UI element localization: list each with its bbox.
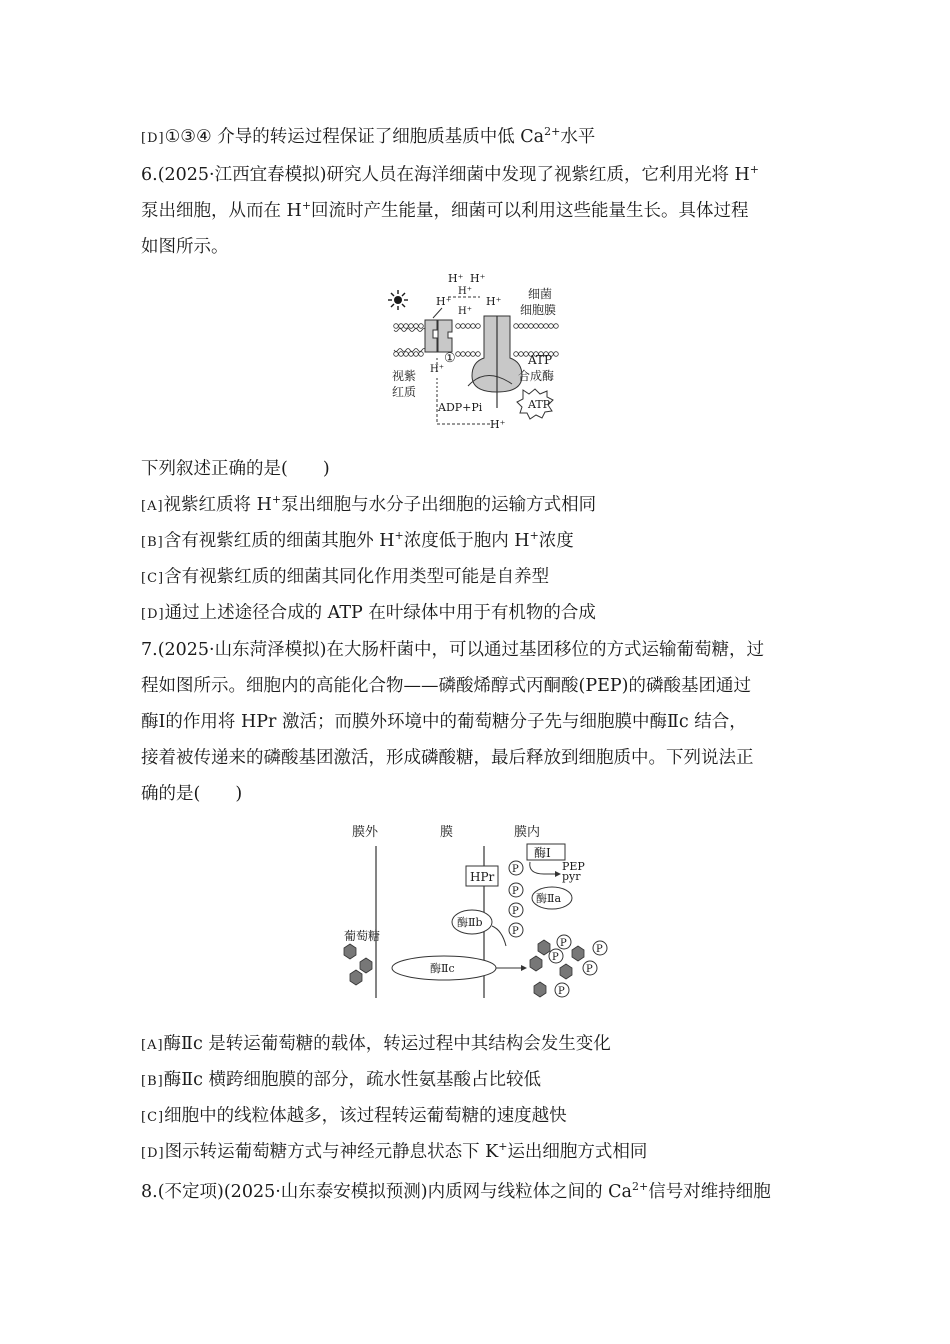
glucose-hexagons-outside xyxy=(344,944,372,985)
atp-synthase-label-2: 合成酶 xyxy=(518,369,555,383)
q7-stem-line-5 xyxy=(141,782,242,806)
sun-icon xyxy=(388,290,408,310)
option-text-mid: 浓度低于胞内 H xyxy=(403,531,530,551)
group-translocation-figure xyxy=(330,818,630,1004)
q6-stem-text: 泵出细胞，从而在 H xyxy=(141,201,302,221)
option-letter: [D] xyxy=(141,607,165,622)
h-left: H⁺ xyxy=(436,295,452,308)
q6-stem-text: 如图所示。 xyxy=(141,237,229,257)
option-letter: [C] xyxy=(141,571,165,586)
option-text: 视紫红质将 H xyxy=(163,495,272,515)
phosphate-label: P xyxy=(552,952,559,963)
h-top-1: H⁺ xyxy=(448,272,464,285)
q6-stem-text-end: 回流时产生能量，细菌可以利用这些能量生长。具体过程 xyxy=(311,201,749,221)
option-text: 含有视紫红质的细菌其同化作用类型可能是自养型 xyxy=(164,567,550,587)
q8-stem-line-1 xyxy=(141,1180,771,1204)
q7-stem-text: 接着被传递来的磷酸基团激活，形成磷酸糖，最后释放到细胞质中。下列说法正 xyxy=(141,748,754,768)
q5-option-d xyxy=(141,125,595,151)
rhodopsin-label-2: 红质 xyxy=(392,385,417,399)
q7-stem-text: 确的是( ) xyxy=(141,784,243,804)
option-text: 酶Ⅱc 横跨细胞膜的部分，疏水性氨基酸占比较低 xyxy=(163,1070,541,1090)
q6-question xyxy=(141,457,330,481)
option-text: 图示转运葡萄糖方式与神经元静息状态下 K xyxy=(164,1142,499,1162)
q8-stem-text: 8.(不定项)(2025·山东泰安模拟预测)内质网与线粒体之间的 Ca xyxy=(141,1182,632,1202)
superscript: + xyxy=(301,199,312,213)
glucose-label: 葡萄糖 xyxy=(344,929,381,943)
circle-number: ① xyxy=(444,351,456,366)
q6-stem-line-1 xyxy=(141,163,759,187)
phosphate-label: P xyxy=(512,886,519,897)
option-letter: [D] xyxy=(141,131,165,146)
option-letter: [A] xyxy=(141,499,164,514)
atp-synthase-label-1: ATP xyxy=(528,353,553,367)
option-text: 酶Ⅱc 是转运葡萄糖的载体，转运过程中其结构会发生变化 xyxy=(163,1034,611,1054)
superscript: + xyxy=(498,1140,508,1154)
superscript: 2+ xyxy=(632,1180,649,1194)
superscript: + xyxy=(394,529,404,543)
h-bottom: H⁺ xyxy=(490,418,506,431)
enzyme2b-label: 酶Ⅱb xyxy=(457,916,483,929)
q7-stem-text: 7.(2025·山东菏泽模拟)在大肠杆菌中，可以通过基团移位的方式运输葡萄糖，过 xyxy=(141,640,764,660)
q6-option-d xyxy=(141,601,596,627)
q7-option-a xyxy=(141,1032,611,1058)
h-right: H⁺ xyxy=(486,295,502,308)
option-letter: [A] xyxy=(141,1038,164,1053)
option-letter: [B] xyxy=(141,535,164,550)
enzyme2a-label: 酶Ⅱa xyxy=(536,892,562,905)
h-in: H⁺ xyxy=(430,364,444,375)
phosphate-label: P xyxy=(512,926,519,937)
phosphate-label: P xyxy=(512,864,519,875)
hpr-label: HPr xyxy=(470,870,495,884)
enzyme2c-label: 酶Ⅱc xyxy=(430,962,455,975)
h-top-3: H⁺ xyxy=(458,286,472,297)
q6-stem-text: 6.(2025·江西宜春模拟)研究人员在海洋细菌中发现了视紫红质，它利用光将 H xyxy=(141,165,750,185)
option-letter: [B] xyxy=(141,1074,164,1089)
q7-stem-line-2 xyxy=(141,674,751,698)
q6-option-b xyxy=(141,529,574,555)
phosphate-label: P xyxy=(586,964,593,975)
h-top-2: H⁺ xyxy=(470,272,486,285)
q6-question-text: 下列叙述正确的是( ) xyxy=(141,459,330,479)
inside-label: 膜内 xyxy=(514,825,541,840)
phosphate-label: P xyxy=(512,906,519,917)
q7-stem-line-3 xyxy=(141,710,747,734)
superscript: + xyxy=(529,529,539,543)
superscript: 2+ xyxy=(544,125,561,139)
rhodopsin-protein xyxy=(425,320,452,352)
q7-option-d xyxy=(141,1140,647,1166)
enzyme1-label: 酶Ⅰ xyxy=(534,846,551,860)
membrane-label-2: 细胞膜 xyxy=(520,303,557,317)
superscript: + xyxy=(271,493,282,507)
option-text-end: 浓度 xyxy=(538,531,574,551)
q7-option-b xyxy=(141,1068,541,1094)
q6-option-a xyxy=(141,493,596,519)
q7-stem-text: 酶Ⅰ的作用将 HPr 激活；而膜外环境中的葡萄糖分子先与细胞膜中酶Ⅱc 结合， xyxy=(141,712,747,732)
lipid-heads-middle xyxy=(456,324,481,357)
q6-stem-line-2 xyxy=(141,199,749,223)
option-text: ①③④ 介导的转运过程保证了细胞质基质中低 Ca xyxy=(164,127,545,147)
phosphate-label: P xyxy=(596,944,603,955)
q6-stem-line-3 xyxy=(141,235,229,259)
atp-label: ATP xyxy=(528,398,551,411)
option-text-end: 泵出细胞与水分子出细胞的运输方式相同 xyxy=(281,495,597,515)
option-text-end: 水平 xyxy=(560,127,596,147)
rhodopsin-label-1: 视紫 xyxy=(392,369,417,383)
q6-option-c xyxy=(141,565,549,591)
option-text: 含有视紫红质的细菌其胞外 H xyxy=(163,531,395,551)
phosphate-label: P xyxy=(558,986,565,997)
q7-option-c xyxy=(141,1104,567,1130)
option-text: 细胞中的线粒体越多，该过程转运葡萄糖的速度越快 xyxy=(164,1106,567,1126)
option-text: 通过上述途径合成的 ATP 在叶绿体中用于有机物的合成 xyxy=(164,603,596,623)
q7-stem-line-4 xyxy=(141,746,754,770)
q7-stem-text: 程如图所示。细胞内的高能化合物——磷酸烯醇式丙酮酸(PEP)的磷酸基团通过 xyxy=(141,676,751,696)
membrane-label: 膜 xyxy=(440,825,454,840)
option-text-end: 运出细胞方式相同 xyxy=(507,1142,648,1162)
q8-stem-text-end: 信号对维持细胞 xyxy=(648,1182,771,1202)
pep-label: PEP xyxy=(562,860,585,873)
outside-label: 膜外 xyxy=(352,825,379,840)
pyr-label: pyr xyxy=(562,870,581,883)
superscript: + xyxy=(749,163,759,177)
membrane-label-1: 细菌 xyxy=(528,287,553,301)
h-mid: H⁺ xyxy=(458,306,472,317)
q7-stem-line-1 xyxy=(141,638,764,662)
lipid-heads-right xyxy=(514,324,559,357)
adp-label: ADP+Pi xyxy=(438,401,483,414)
option-letter: [D] xyxy=(141,1146,165,1161)
phosphate-label: P xyxy=(560,938,567,949)
option-letter: [C] xyxy=(141,1110,165,1125)
rhodopsin-figure xyxy=(380,268,600,434)
